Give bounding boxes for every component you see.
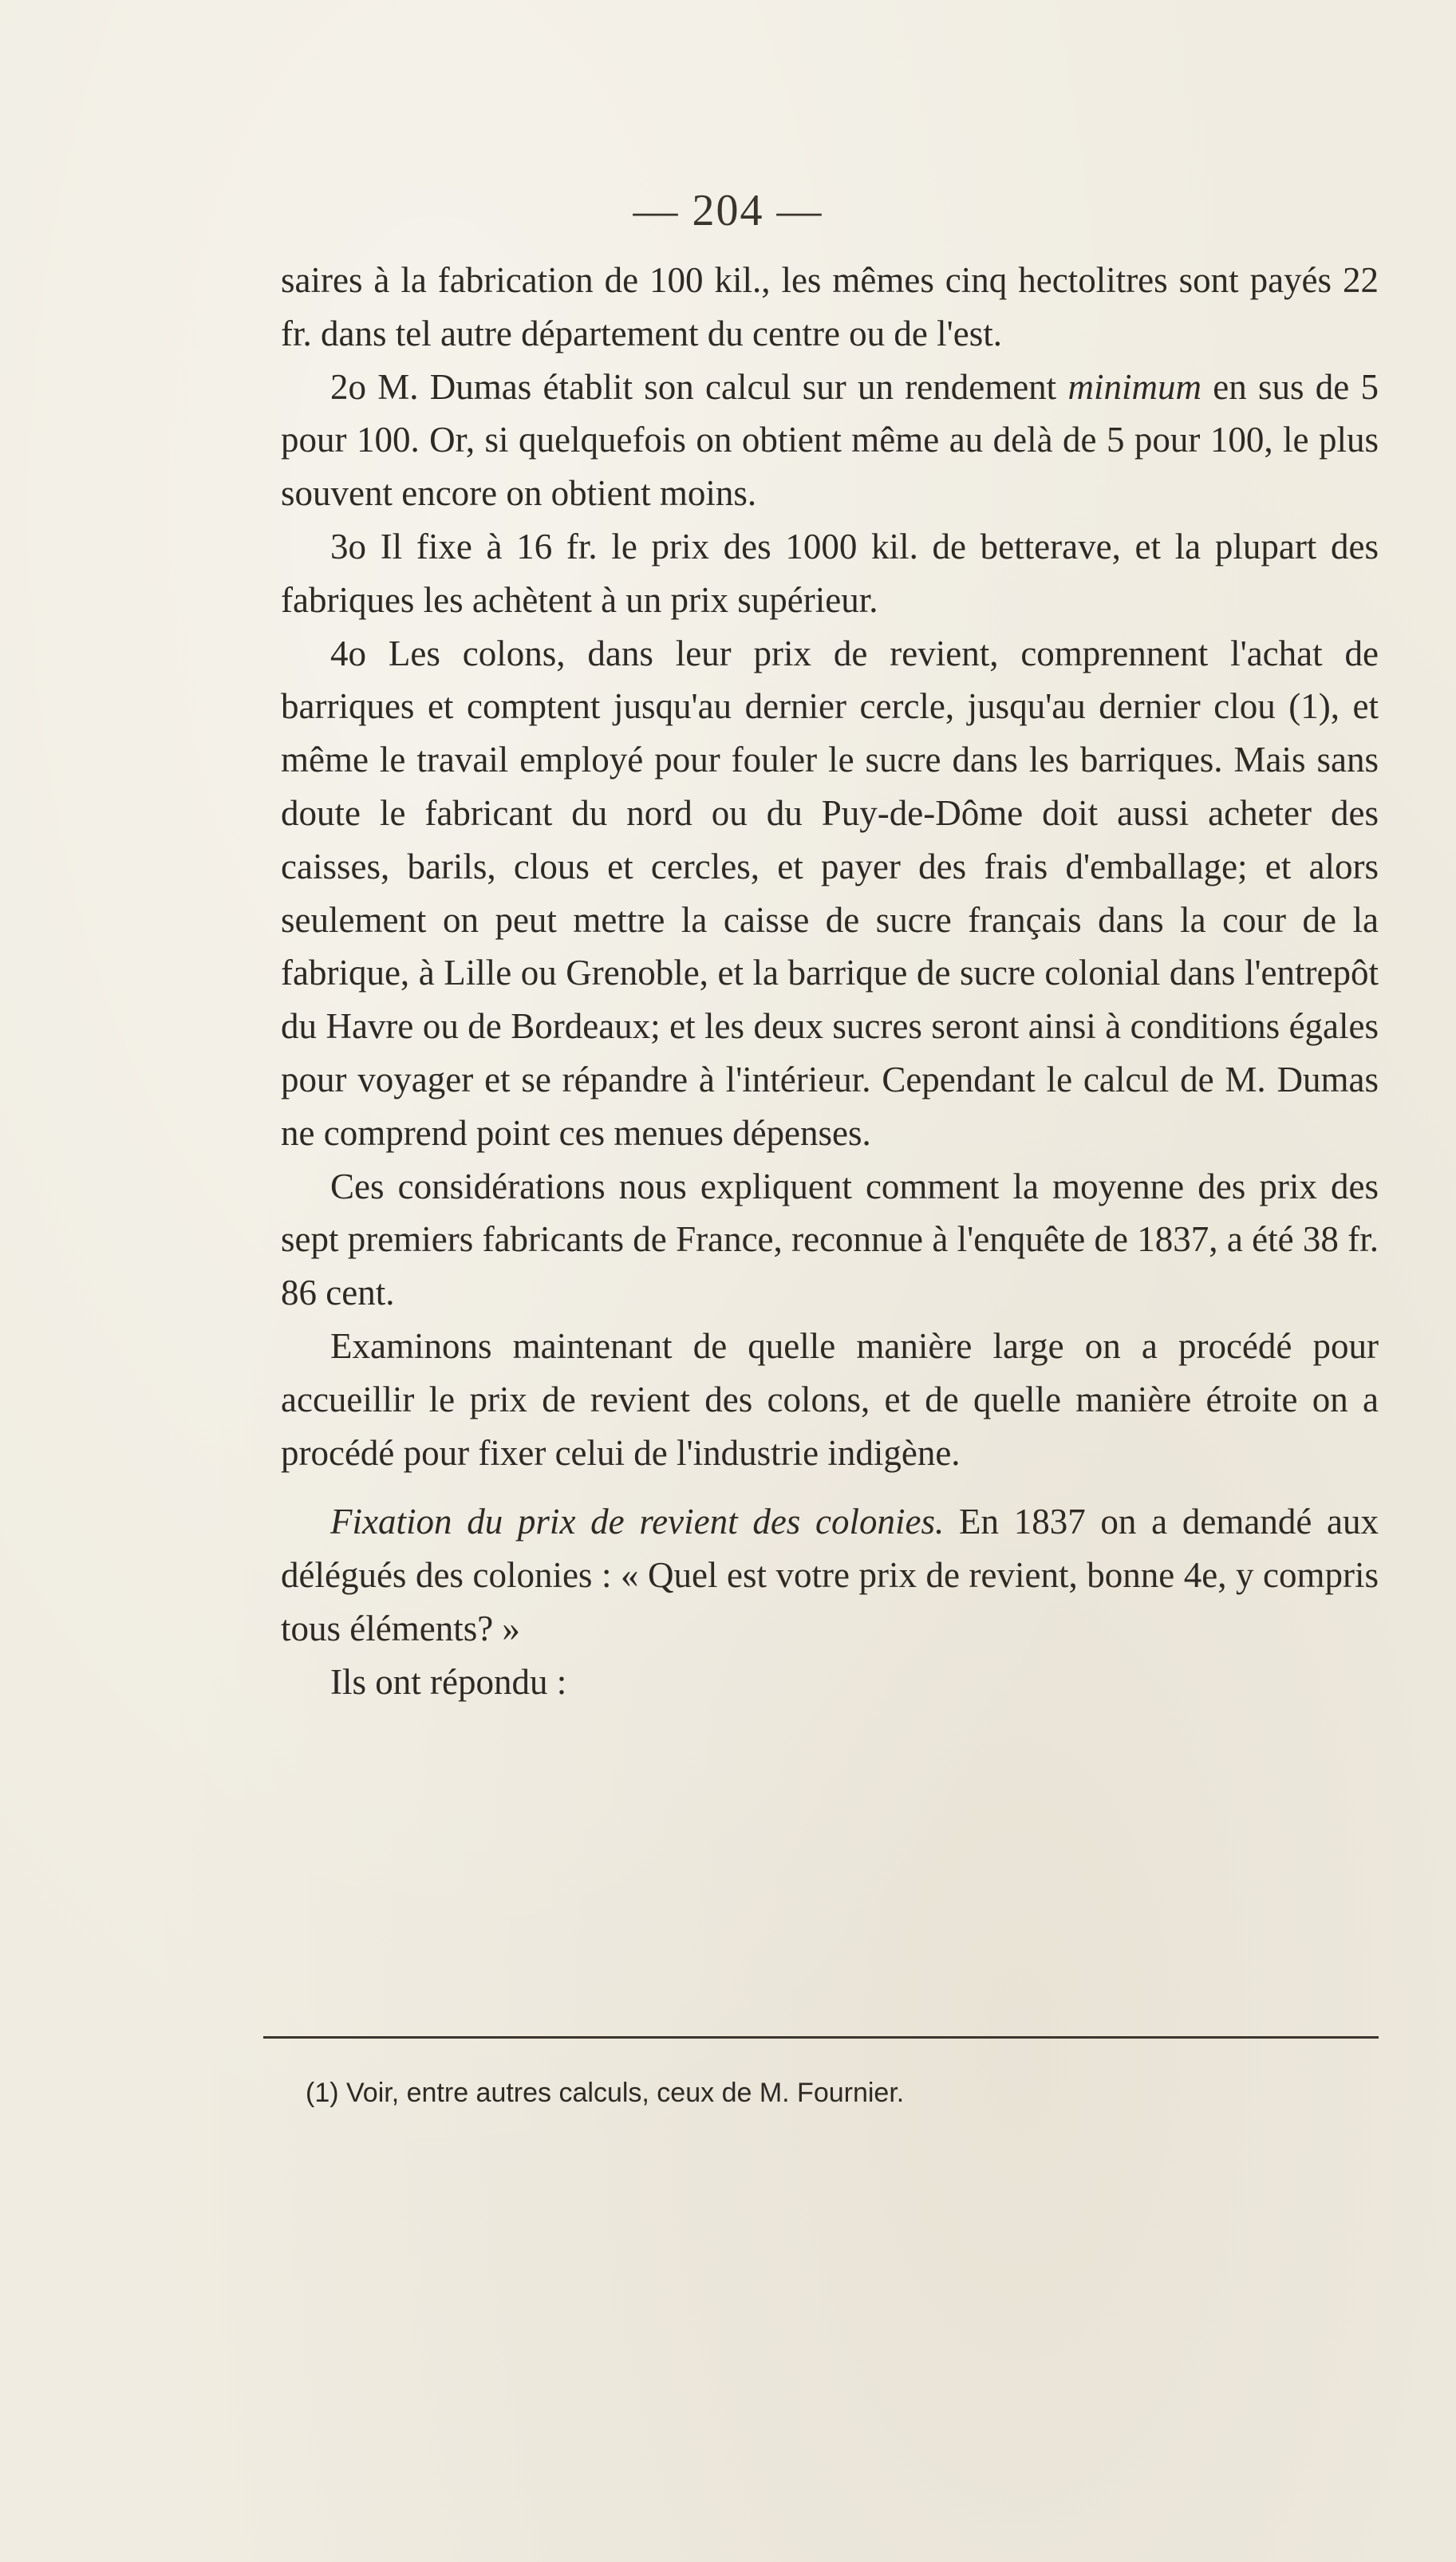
paragraph-point-2 [281,361,1379,520]
paragraph-considerations: Ces considérations nous expliquent comment la moyenne des prix des sept premiers fabricants de France, reconnue à l'enquête de 1837, a été 38 fr. 86 cent. [281,1166,1379,1313]
point-2-text-start: 2o M. Dumas établit son calcul sur un rendement [330,366,1068,407]
fixation-text: En 1837 on a demandé aux délégués des colonies : « Quel est votre prix de revient, bonne 4e, y compris tous éléments? » [281,1502,1379,1648]
paragraph-fixation [281,1495,1379,1655]
point-2-emphasis: minimum [1067,366,1201,407]
point-2-text-end: en sus de 5 pour 100. Or, si quelquefois on obtient même au delà de 5 pour 100, le plus souvent encore on obtient moins. [281,366,1379,514]
page-number: — 204 — [633,186,823,235]
paragraph-continuation: saires à la fabrication de 100 kil., les mêmes cinq hectolitres sont payés 22 fr. dans tel autre département du centre ou de l'est. [281,260,1379,353]
section-heading-italic: Fixation du prix de revient des colonies. [330,1502,945,1542]
paragraph-examinons: Examinons maintenant de quelle manière large on a procédé pour accueillir le prix de revient des colons, et de quelle manière étroite on a procédé pour fixer celui de l'industrie indigène. [281,1325,1379,1473]
paragraph-reponse: Ils ont répondu : [330,1661,567,1702]
footnote: (1) Voir, entre autres calculs, ceux de M. Fournier. [306,2078,905,2108]
paragraph-point-3: 3o Il fixe à 16 fr. le prix des 1000 kil. de betterave, et la plupart des fabriques les achètent à un prix supérieur. [281,526,1379,620]
footnote-divider [263,2036,1379,2039]
paragraph-point-4: 4o Les colons, dans leur prix de revient, comprennent l'achat de barriques et comptent jusqu'au dernier cercle, jusqu'au dernier clou (1), et même le travail employé pour fouler le sucre dans les barriques. Mais sans doute le fabricant du nord ou du Puy-de-Dôme doit aussi acheter des caisses, barils, clous et cercles, et payer des frais d'emballage; et alors seulement on peut mettre la caisse de sucre français dans la cour de la fabrique, à Lille ou Grenoble, et la barrique de sucre colonial dans l'entrepôt du Havre ou de Bordeaux; et les deux sucres seront ainsi à conditions égales pour voyager et se répandre à l'intérieur. Cependant le calcul de M. Dumas ne comprend point ces menues dépenses. [281,633,1379,1153]
body-text [281,254,1379,1709]
